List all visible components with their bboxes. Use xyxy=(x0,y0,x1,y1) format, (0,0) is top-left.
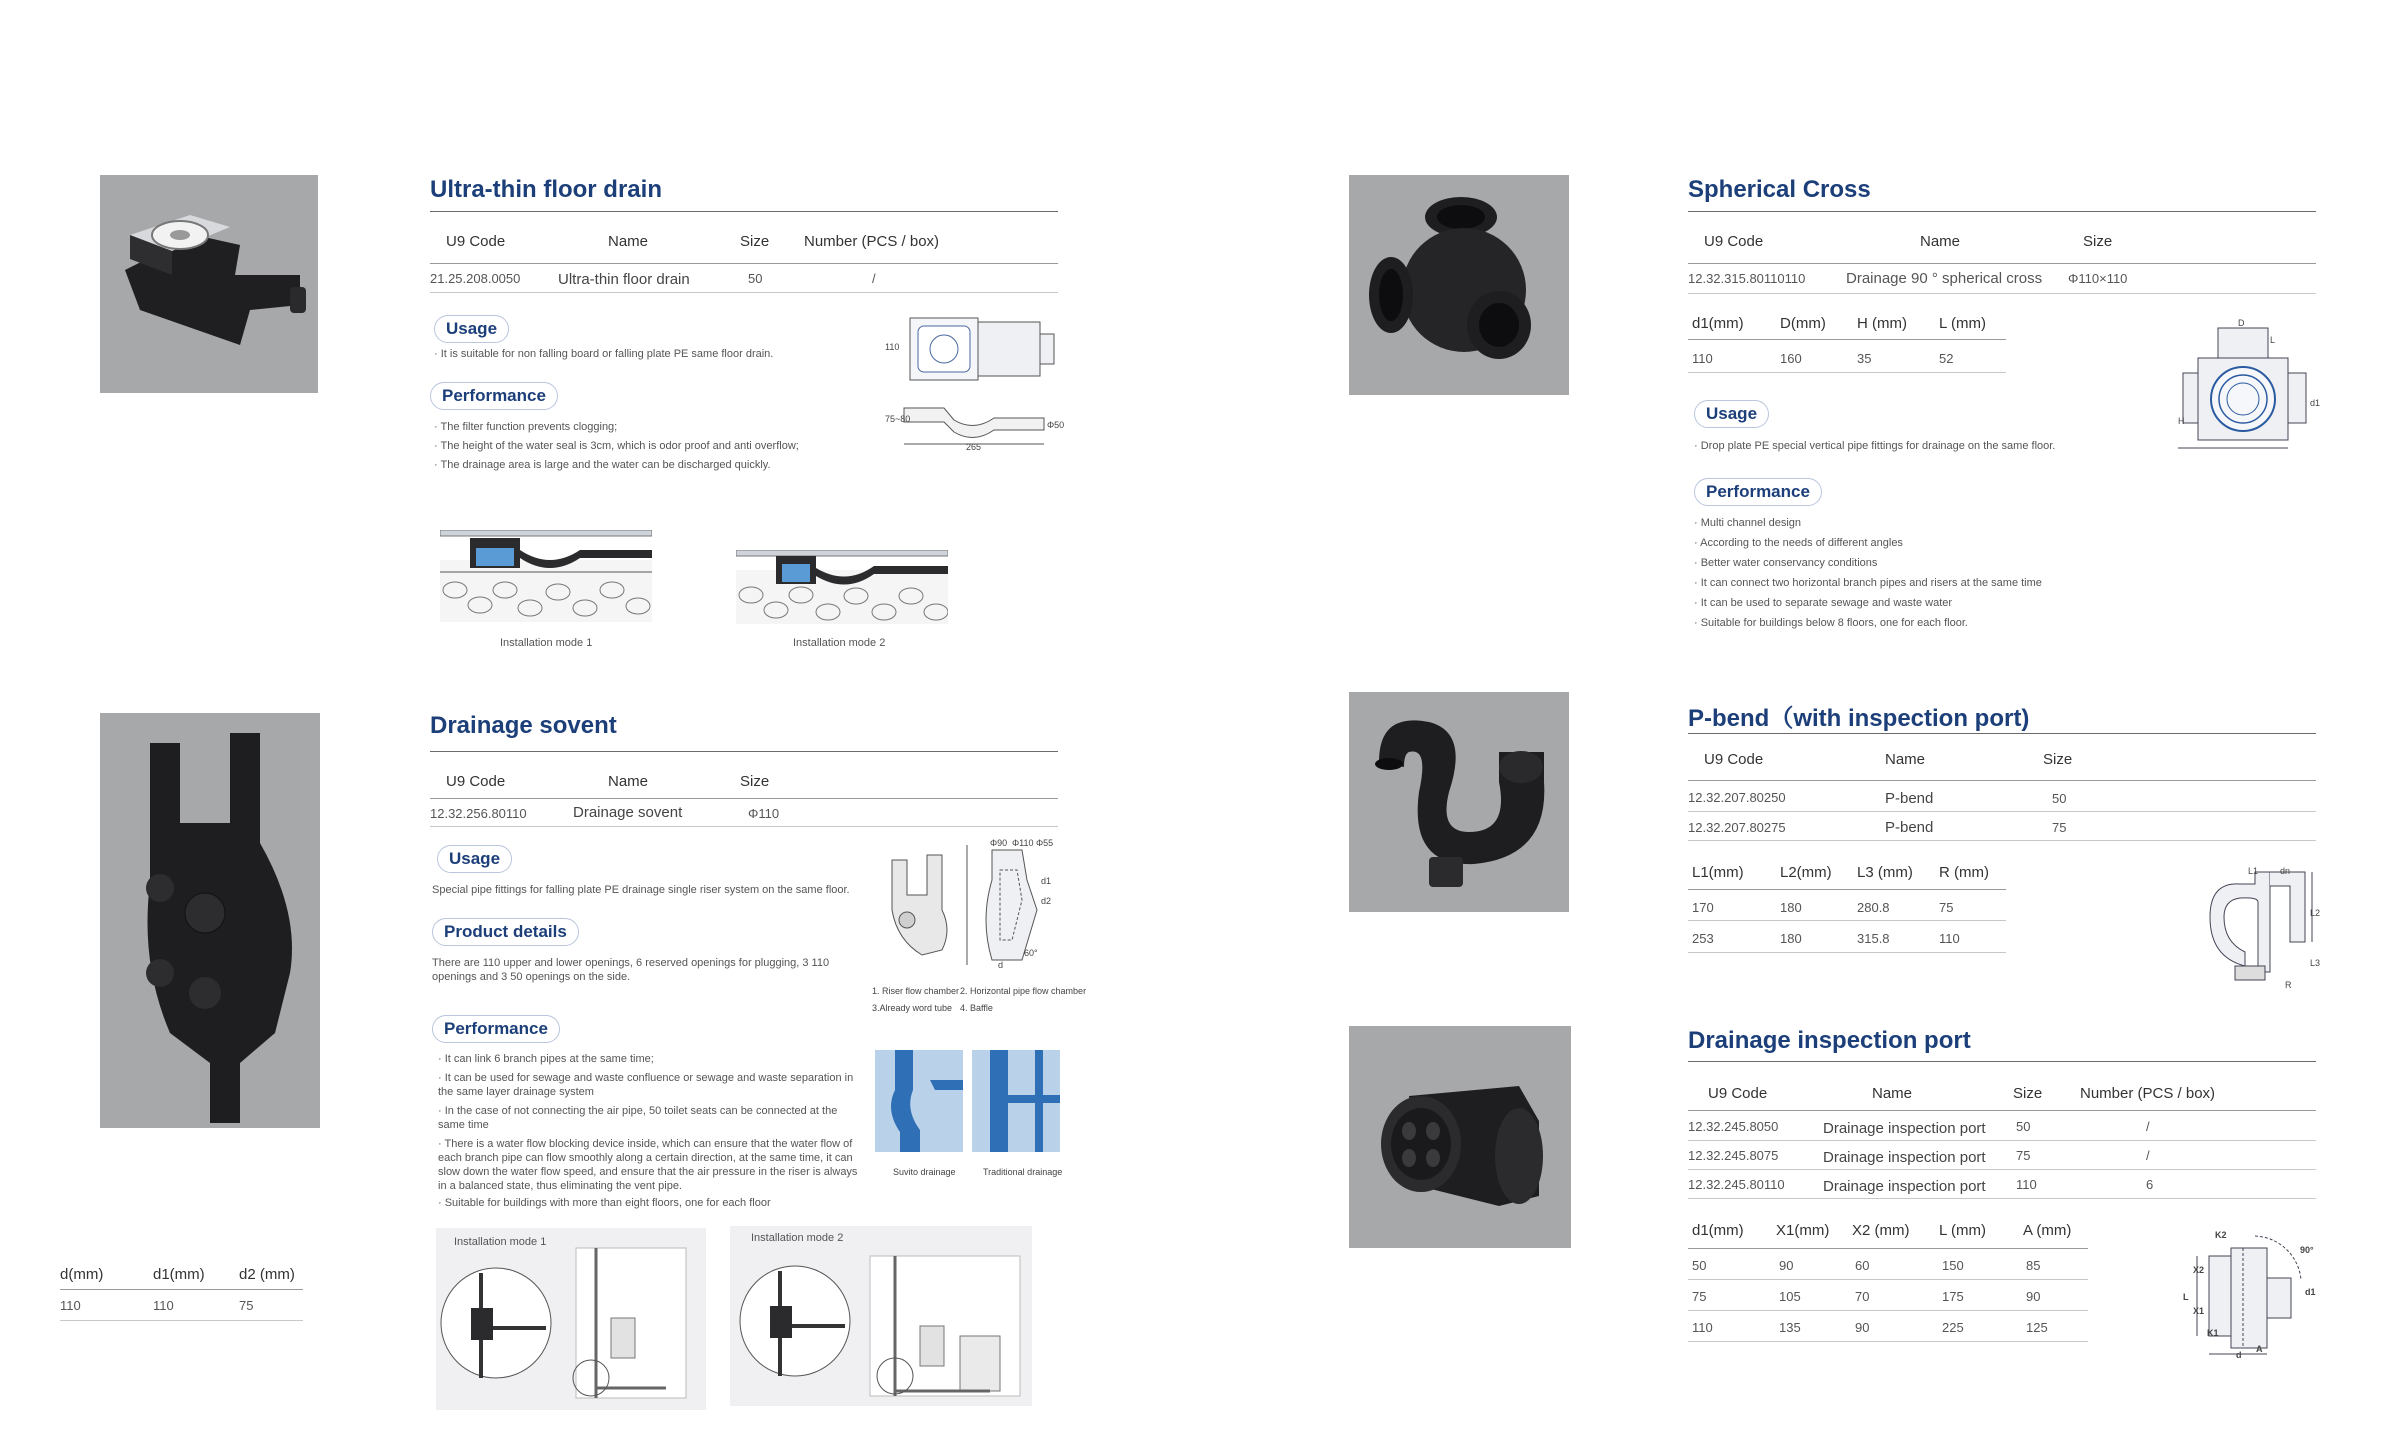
floor-drain-header-number: Number (PCS / box) xyxy=(804,233,940,250)
floor-drain-dim-75-80: 75~80 xyxy=(885,414,911,424)
spherical-cross-dim-D: 160 xyxy=(1780,351,1802,366)
floor-drain-install-mode-1-diagram xyxy=(440,530,652,622)
inspection-port-number-1: / xyxy=(2146,1119,2150,1134)
floor-drain-code: 21.25.208.0050 xyxy=(430,271,521,286)
inspection-port-dim-X2-2: 70 xyxy=(1855,1289,1870,1304)
spherical-cross-photo xyxy=(1349,175,1569,395)
inspection-port-dim-header-A: A (mm) xyxy=(2023,1222,2072,1239)
inspection-port-code-2: 12.32.245.8075 xyxy=(1688,1148,1779,1163)
sovent-perf-4: · There is a water flow blocking device inside, which can ensure that the water flow of each branch pipe can flow smoothly along a certain direction, at the same time, it can slow down the water flow speed, and ensure that the air pressure in the riser is always in a balanced state, thus eliminating the vent pipe. xyxy=(438,1138,858,1192)
inspection-port-diag-X1: X1 xyxy=(2193,1306,2205,1316)
inspection-port-photo xyxy=(1349,1026,1571,1248)
spherical-cross-perf-5: · It can be used to separate sewage and waste water xyxy=(1694,597,1953,609)
inspection-port-code-1: 12.32.245.8050 xyxy=(1688,1119,1779,1134)
p-bend-dim-header-R: R (mm) xyxy=(1939,864,1989,881)
spherical-cross-dim-L: 52 xyxy=(1939,351,1954,366)
sovent-install-mode-1-diagram xyxy=(436,1228,706,1410)
inspection-port-name-3: Drainage inspection port xyxy=(1823,1178,1986,1195)
spherical-cross-diag-L: L xyxy=(2270,335,2276,345)
p-bend-diag-R: R xyxy=(2285,980,2292,990)
spherical-cross-title: Spherical Cross xyxy=(1688,176,1871,203)
p-bend-name-1: P-bend xyxy=(1885,790,1934,807)
floor-drain-size: 50 xyxy=(748,271,763,286)
inspection-port-dim-d1-2: 75 xyxy=(1692,1289,1707,1304)
sovent-dim-phi90: Φ90 xyxy=(990,838,1008,848)
sovent-header-code: U9 Code xyxy=(446,773,506,790)
inspection-port-diag-d1: d1 xyxy=(2305,1287,2316,1297)
sovent-compare-1-caption: Suvito drainage xyxy=(893,1167,956,1177)
inspection-port-diag-X2: X2 xyxy=(2193,1265,2205,1275)
spherical-cross-name: Drainage 90 ° spherical cross xyxy=(1846,270,2043,287)
spherical-cross-diag-H: H xyxy=(2178,416,2185,426)
inspection-port-diag-K2: K2 xyxy=(2215,1230,2227,1240)
sovent-install-mode-2-caption: Installation mode 2 xyxy=(751,1232,844,1244)
inspection-port-dim-d1-3: 110 xyxy=(1692,1320,1713,1335)
inspection-port-dim-A-2: 90 xyxy=(2026,1289,2041,1304)
p-bend-photo xyxy=(1349,692,1569,912)
inspection-port-number-2: / xyxy=(2146,1148,2150,1163)
spherical-cross-usage-label: Usage xyxy=(1694,400,1769,428)
p-bend-dim-L2-2: 180 xyxy=(1780,931,1802,946)
inspection-port-dim-header-X1: X1(mm) xyxy=(1776,1222,1830,1239)
inspection-port-dim-header-L: L (mm) xyxy=(1939,1222,1986,1239)
p-bend-size-1: 50 xyxy=(2052,791,2067,806)
inspection-port-diag-d: d xyxy=(2236,1350,2242,1360)
p-bend-name-2: P-bend xyxy=(1885,819,1934,836)
floor-drain-number: / xyxy=(872,271,876,286)
sovent-perf-3: · In the case of not connecting the air pipe, 50 toilet seats can be connected at the same time xyxy=(438,1105,838,1131)
sovent-dim-phi55: Φ55 xyxy=(1036,838,1054,848)
sovent-dim-header-d: d(mm) xyxy=(60,1266,104,1283)
inspection-port-dim-L-2: 175 xyxy=(1942,1289,1964,1304)
sovent-header-size: Size xyxy=(740,773,770,790)
spherical-cross-header-name: Name xyxy=(1920,233,1961,250)
p-bend-header-name: Name xyxy=(1885,751,1926,768)
sovent-dim-phi110: Φ110 xyxy=(1012,838,1034,848)
sovent-perf-5: · Suitable for buildings with more than eight floors, one for each floor xyxy=(438,1197,771,1209)
p-bend-dim-R-2: 110 xyxy=(1939,931,1960,946)
floor-drain-header-name: Name xyxy=(608,233,649,250)
floor-drain-install-mode-2-caption: Installation mode 2 xyxy=(793,637,886,649)
p-bend-dim-R-1: 75 xyxy=(1939,900,1954,915)
floor-drain-dim-phi50: Φ50 xyxy=(1047,420,1065,430)
p-bend-code-2: 12.32.207.80275 xyxy=(1688,820,1786,835)
spherical-cross-perf-4: · It can connect two horizontal branch pipes and risers at the same time xyxy=(1694,577,2042,589)
sovent-dim-d-value: 110 xyxy=(60,1298,81,1313)
inspection-port-header-code: U9 Code xyxy=(1708,1085,1768,1102)
sovent-usage-text: Special pipe fittings for falling plate PE drainage single riser system on the same floor. xyxy=(432,884,850,896)
inspection-port-code-3: 12.32.245.80110 xyxy=(1688,1177,1785,1192)
sovent-legend-4: 4. Baffle xyxy=(960,1003,993,1013)
p-bend-diag-L3: L3 xyxy=(2310,958,2321,968)
spherical-cross-header-size: Size xyxy=(2083,233,2113,250)
sovent-dim-60deg: 60° xyxy=(1024,948,1038,958)
inspection-port-header-number: Number (PCS / box) xyxy=(2080,1085,2216,1102)
floor-drain-name: Ultra-thin floor drain xyxy=(558,271,690,288)
spherical-cross-diag-D: D xyxy=(2238,318,2245,328)
floor-drain-header-size: Size xyxy=(740,233,770,250)
inspection-port-diag-L: L xyxy=(2183,1292,2189,1302)
sovent-dim-d1-value: 110 xyxy=(153,1298,174,1313)
spherical-cross-dim-header-D: D(mm) xyxy=(1780,315,1826,332)
sovent-comparison-diagram xyxy=(875,1050,1060,1152)
inspection-port-dim-header-X2: X2 (mm) xyxy=(1852,1222,1910,1239)
inspection-port-size-1: 50 xyxy=(2016,1119,2031,1134)
p-bend-header-size: Size xyxy=(2043,751,2073,768)
inspection-port-dim-X2-1: 60 xyxy=(1855,1258,1870,1273)
floor-drain-usage-label: Usage xyxy=(434,315,509,343)
floor-drain-dim-265: 265 xyxy=(966,442,982,452)
sovent-details-label: Product details xyxy=(432,918,579,946)
inspection-port-dim-X1-1: 90 xyxy=(1779,1258,1794,1273)
p-bend-size-2: 75 xyxy=(2052,820,2067,835)
sovent-size: Φ110 xyxy=(748,806,780,821)
p-bend-diagram xyxy=(2200,862,2320,990)
spherical-cross-performance-label: Performance xyxy=(1694,478,1822,506)
inspection-port-dim-d1-1: 50 xyxy=(1692,1258,1707,1273)
p-bend-dim-header-L2: L2(mm) xyxy=(1780,864,1832,881)
sovent-install-mode-2-diagram xyxy=(730,1226,1032,1406)
sovent-usage-label: Usage xyxy=(437,845,512,873)
sovent-code: 12.32.256.80110 xyxy=(430,806,527,821)
inspection-port-diag-90deg: 90° xyxy=(2300,1245,2314,1255)
sovent-performance-label: Performance xyxy=(432,1015,560,1043)
sovent-dim-header-d1: d1(mm) xyxy=(153,1266,205,1283)
floor-drain-perf-1: · The filter function prevents clogging; xyxy=(434,421,618,433)
spherical-cross-perf-1: · Multi channel design xyxy=(1694,517,1802,529)
inspection-port-diag-A: A xyxy=(2256,1344,2263,1354)
inspection-port-header-size: Size xyxy=(2013,1085,2043,1102)
spherical-cross-dim-d1: 110 xyxy=(1692,351,1713,366)
p-bend-dim-L2-1: 180 xyxy=(1780,900,1802,915)
spherical-cross-perf-6: · Suitable for buildings below 8 floors, one for each floor. xyxy=(1694,617,1968,629)
sovent-details-text: There are 110 upper and lower openings, 6 reserved openings for plugging, 3 110 openings and 3 50 openings on the side. xyxy=(432,957,830,983)
inspection-port-dim-X2-3: 90 xyxy=(1855,1320,1870,1335)
floor-drain-install-mode-1-caption: Installation mode 1 xyxy=(500,637,593,649)
inspection-port-diag-K1: K1 xyxy=(2207,1328,2219,1338)
p-bend-header-code: U9 Code xyxy=(1704,751,1764,768)
spherical-cross-header-code: U9 Code xyxy=(1704,233,1764,250)
spherical-cross-dim-header-H: H (mm) xyxy=(1857,315,1907,332)
inspection-port-header-name: Name xyxy=(1872,1085,1913,1102)
spherical-cross-perf-3: · Better water conservancy conditions xyxy=(1694,557,1878,569)
inspection-port-title: Drainage inspection port xyxy=(1688,1027,1971,1054)
p-bend-title: P-bend（with inspection port) xyxy=(1688,705,2030,732)
floor-drain-perf-3: · The drainage area is large and the water can be discharged quickly. xyxy=(434,459,771,471)
inspection-port-dim-X1-3: 135 xyxy=(1779,1320,1801,1335)
sovent-photo xyxy=(100,713,320,1128)
floor-drain-usage-text: · It is suitable for non falling board or falling plate PE same floor drain. xyxy=(434,348,774,360)
inspection-port-dim-header-d1: d1(mm) xyxy=(1692,1222,1744,1239)
sovent-dim-d: d xyxy=(998,960,1004,970)
spherical-cross-perf-2: · According to the needs of different angles xyxy=(1694,537,1903,549)
p-bend-diag-L2: L2 xyxy=(2310,908,2321,918)
sovent-legend-3: 3.Already word tube xyxy=(872,1003,953,1013)
p-bend-dim-L3-1: 280.8 xyxy=(1857,900,1890,915)
inspection-port-dim-X1-2: 105 xyxy=(1779,1289,1801,1304)
sovent-dim-d1: d1 xyxy=(1041,876,1052,886)
inspection-port-number-3: 6 xyxy=(2146,1177,2154,1192)
sovent-dim-d2-value: 75 xyxy=(239,1298,254,1313)
inspection-port-size-2: 75 xyxy=(2016,1148,2031,1163)
sovent-perf-2: · It can be used for sewage and waste confluence or sewage and waste separation in the same layer drainage system xyxy=(438,1072,854,1098)
p-bend-code-1: 12.32.207.80250 xyxy=(1688,790,1786,805)
sovent-install-mode-1-caption: Installation mode 1 xyxy=(454,1236,547,1248)
inspection-port-dim-A-3: 125 xyxy=(2026,1320,2048,1335)
floor-drain-top-view-diagram xyxy=(884,312,1059,387)
floor-drain-photo xyxy=(100,175,318,393)
p-bend-dim-L3-2: 315.8 xyxy=(1857,931,1890,946)
sovent-legend-1: 1. Riser flow chamber xyxy=(872,986,960,996)
spherical-cross-usage-text: · Drop plate PE special vertical pipe fittings for drainage on the same floor. xyxy=(1694,440,2056,452)
inspection-port-dim-L-3: 225 xyxy=(1942,1320,1964,1335)
spherical-cross-dim-header-d1: d1(mm) xyxy=(1692,315,1744,332)
floor-drain-header-code: U9 Code xyxy=(446,233,506,250)
inspection-port-size-3: 110 xyxy=(2016,1177,2037,1192)
p-bend-dim-L1-1: 170 xyxy=(1692,900,1714,915)
floor-drain-install-mode-2-diagram xyxy=(736,550,948,624)
spherical-cross-dim-header-L: L (mm) xyxy=(1939,315,1986,332)
floor-drain-title: Ultra-thin floor drain xyxy=(430,176,662,203)
spherical-cross-diagram xyxy=(2178,318,2323,458)
floor-drain-perf-2: · The height of the water seal is 3cm, which is odor proof and anti overflow; xyxy=(434,440,799,452)
p-bend-diag-L1: L1 xyxy=(2248,866,2259,876)
sovent-dim-header-d2: d2 (mm) xyxy=(239,1266,295,1283)
sovent-name: Drainage sovent xyxy=(573,804,683,821)
spherical-cross-code: 12.32.315.80110110 xyxy=(1688,271,1806,286)
inspection-port-name-2: Drainage inspection port xyxy=(1823,1149,1986,1166)
floor-drain-performance-label: Performance xyxy=(430,382,558,410)
p-bend-dim-L1-2: 253 xyxy=(1692,931,1714,946)
inspection-port-dim-A-1: 85 xyxy=(2026,1258,2041,1273)
inspection-port-dim-L-1: 150 xyxy=(1942,1258,1964,1273)
p-bend-diag-dn: dn xyxy=(2280,866,2291,876)
p-bend-dim-header-L1: L1(mm) xyxy=(1692,864,1744,881)
sovent-dim-d2: d2 xyxy=(1041,896,1052,906)
spherical-cross-dim-H: 35 xyxy=(1857,351,1872,366)
sovent-legend-2: 2. Horizontal pipe flow chamber xyxy=(960,986,1087,996)
spherical-cross-diag-d1: d1 xyxy=(2310,398,2321,408)
inspection-port-name-1: Drainage inspection port xyxy=(1823,1120,1986,1137)
p-bend-dim-header-L3: L3 (mm) xyxy=(1857,864,1913,881)
spherical-cross-size: Φ110×110 xyxy=(2068,271,2128,286)
sovent-perf-1: · It can link 6 branch pipes at the same time; xyxy=(438,1053,654,1065)
sovent-header-name: Name xyxy=(608,773,649,790)
sovent-compare-2-caption: Traditional drainage xyxy=(983,1167,1063,1177)
floor-drain-dim-110: 110 xyxy=(885,342,900,352)
sovent-title: Drainage sovent xyxy=(430,712,617,739)
